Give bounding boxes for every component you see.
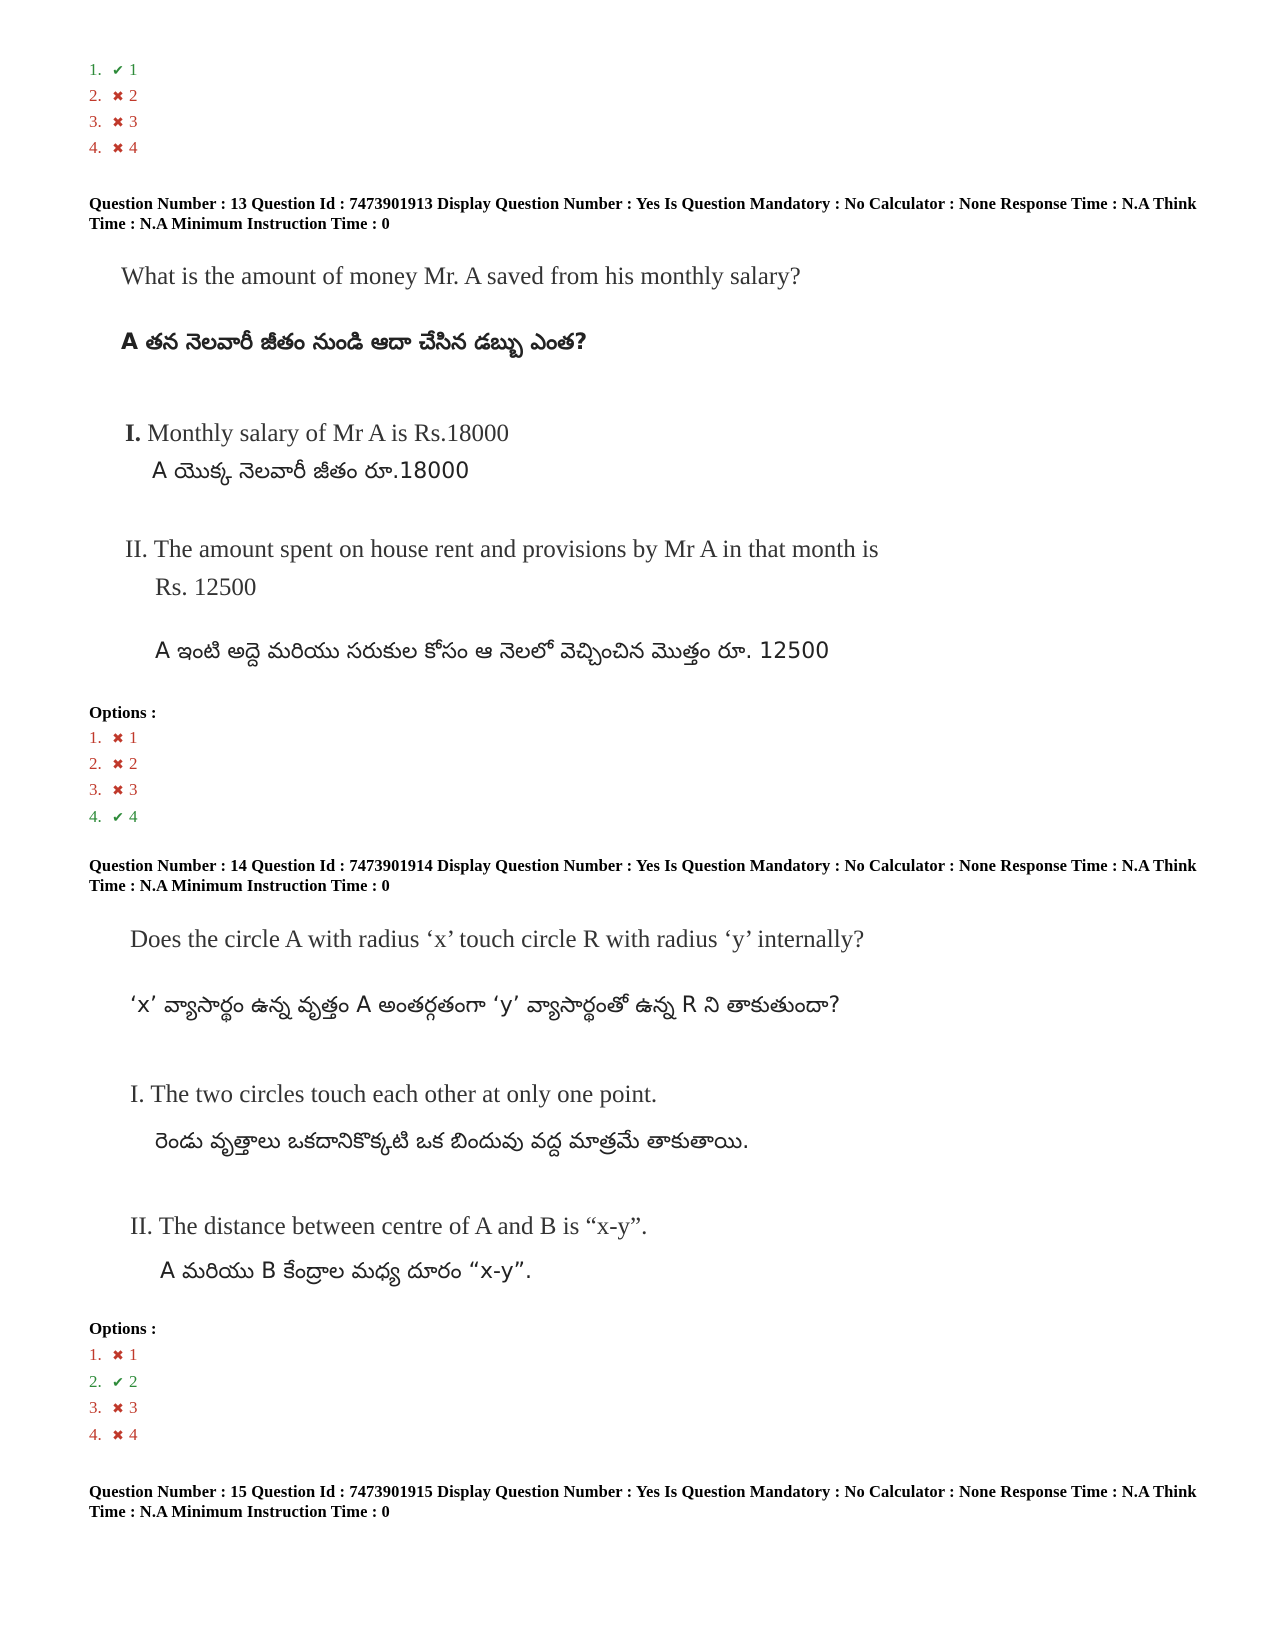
question-14-statement-2-te: A మరియు B కేంద్రాల మధ్య దూరం “x-y”. [160, 1259, 532, 1284]
options-label: Options : [89, 703, 157, 722]
option-item [89, 1372, 138, 1394]
option-number: 1. [89, 60, 102, 79]
option-number: 4. [89, 1425, 102, 1444]
question-13-statement-2-en-line1: II. The amount spent on house rent and provisions by Mr A in that month is [125, 536, 879, 563]
option-item [89, 728, 138, 750]
option-item [89, 754, 138, 776]
option-number: 2. [89, 1372, 102, 1391]
option-item [89, 138, 138, 160]
cross-icon: ✖ [112, 1429, 124, 1444]
cross-icon: ✖ [112, 732, 124, 747]
option-number: 4. [89, 807, 102, 826]
cross-icon: ✖ [112, 1402, 124, 1417]
option-value: 2 [129, 86, 138, 105]
cross-icon: ✖ [112, 116, 124, 131]
option-number: 2. [89, 86, 102, 105]
option-item [89, 1398, 138, 1420]
option-value: 2 [129, 754, 138, 773]
option-value: 2 [129, 1372, 138, 1391]
option-item [89, 112, 138, 134]
option-value: 3 [129, 780, 138, 799]
question-13-text-te: A తన నెలవారీ జీతం నుండి ఆదా చేసిన డబ్బు ఎంత? [121, 330, 588, 355]
option-item [89, 1425, 138, 1447]
question-15-meta: Question Number : 15 Question Id : 7473901915 Display Question Number : Yes Is Question Mandatory : No Calculator : None Response Time : N.A Think Time : N.A Minimum Instruction Time : 0 [89, 1482, 1197, 1521]
cross-icon: ✖ [112, 1349, 124, 1364]
option-value: 4 [129, 807, 138, 826]
question-14-meta: Question Number : 14 Question Id : 7473901914 Display Question Number : Yes Is Question Mandatory : No Calculator : None Response Time : N.A Think Time : N.A Minimum Instruction Time : 0 [89, 856, 1197, 895]
cross-icon: ✖ [112, 90, 124, 105]
options-label: Options : [89, 1319, 157, 1338]
option-number: 3. [89, 780, 102, 799]
option-value: 4 [129, 138, 138, 157]
option-number: 3. [89, 1398, 102, 1417]
option-value: 3 [129, 1398, 138, 1417]
option-number: 4. [89, 138, 102, 157]
option-value: 1 [129, 728, 138, 747]
question-13-meta: Question Number : 13 Question Id : 7473901913 Display Question Number : Yes Is Question Mandatory : No Calculator : None Response Time : N.A Think Time : N.A Minimum Instruction Time : 0 [89, 194, 1197, 233]
option-value: 4 [129, 1425, 138, 1444]
option-item [89, 60, 138, 82]
cross-icon: ✖ [112, 142, 124, 157]
statement-text: Monthly salary of Mr A is Rs.18000 [147, 420, 510, 447]
cross-icon: ✖ [112, 784, 124, 799]
option-value: 1 [129, 60, 138, 79]
question-14-statement-2-en: II. The distance between centre of A and B is “x-y”. [130, 1213, 648, 1240]
question-13-statement-1-en [125, 420, 509, 448]
option-item [89, 780, 138, 802]
option-value: 3 [129, 112, 138, 131]
question-14-statement-1-te: రెండు వృత్తాలు ఒకదానికొక్కటి ఒక బిందువు వద్ద మాత్రమే తాకుతాయి. [155, 1129, 750, 1154]
question-13-statement-2-te: A ఇంటి అద్దె మరియు సరుకుల కోసం ఆ నెలలో వెచ్చించిన మొత్తం రూ. 12500 [155, 639, 830, 664]
option-number: 1. [89, 1345, 102, 1364]
option-item [89, 86, 138, 108]
question-14-text-te: ‘x’ వ్యాసార్థం ఉన్న వృత్తం A అంతర్గతంగా ‘y’ వ్యాసార్థంతో ఉన్న R ని తాకుతుందా? [130, 993, 841, 1018]
option-item [89, 1345, 138, 1367]
question-13-text-en: What is the amount of money Mr. A saved from his monthly salary? [121, 263, 801, 290]
check-icon: ✔ [112, 811, 124, 826]
option-number: 2. [89, 754, 102, 773]
check-icon: ✔ [112, 64, 124, 79]
option-item [89, 807, 138, 829]
statement-prefix: I. [125, 420, 141, 447]
question-13-statement-1-te: A యొక్క నెలవారీ జీతం రూ.18000 [152, 459, 470, 484]
question-14-text-en: Does the circle A with radius ‘x’ touch circle R with radius ‘y’ internally? [130, 926, 865, 953]
option-number: 1. [89, 728, 102, 747]
option-value: 1 [129, 1345, 138, 1364]
cross-icon: ✖ [112, 758, 124, 773]
check-icon: ✔ [112, 1376, 124, 1391]
question-13-statement-2-en-line2: Rs. 12500 [155, 574, 257, 601]
option-number: 3. [89, 112, 102, 131]
question-14-statement-1-en: I. The two circles touch each other at only one point. [130, 1081, 658, 1108]
